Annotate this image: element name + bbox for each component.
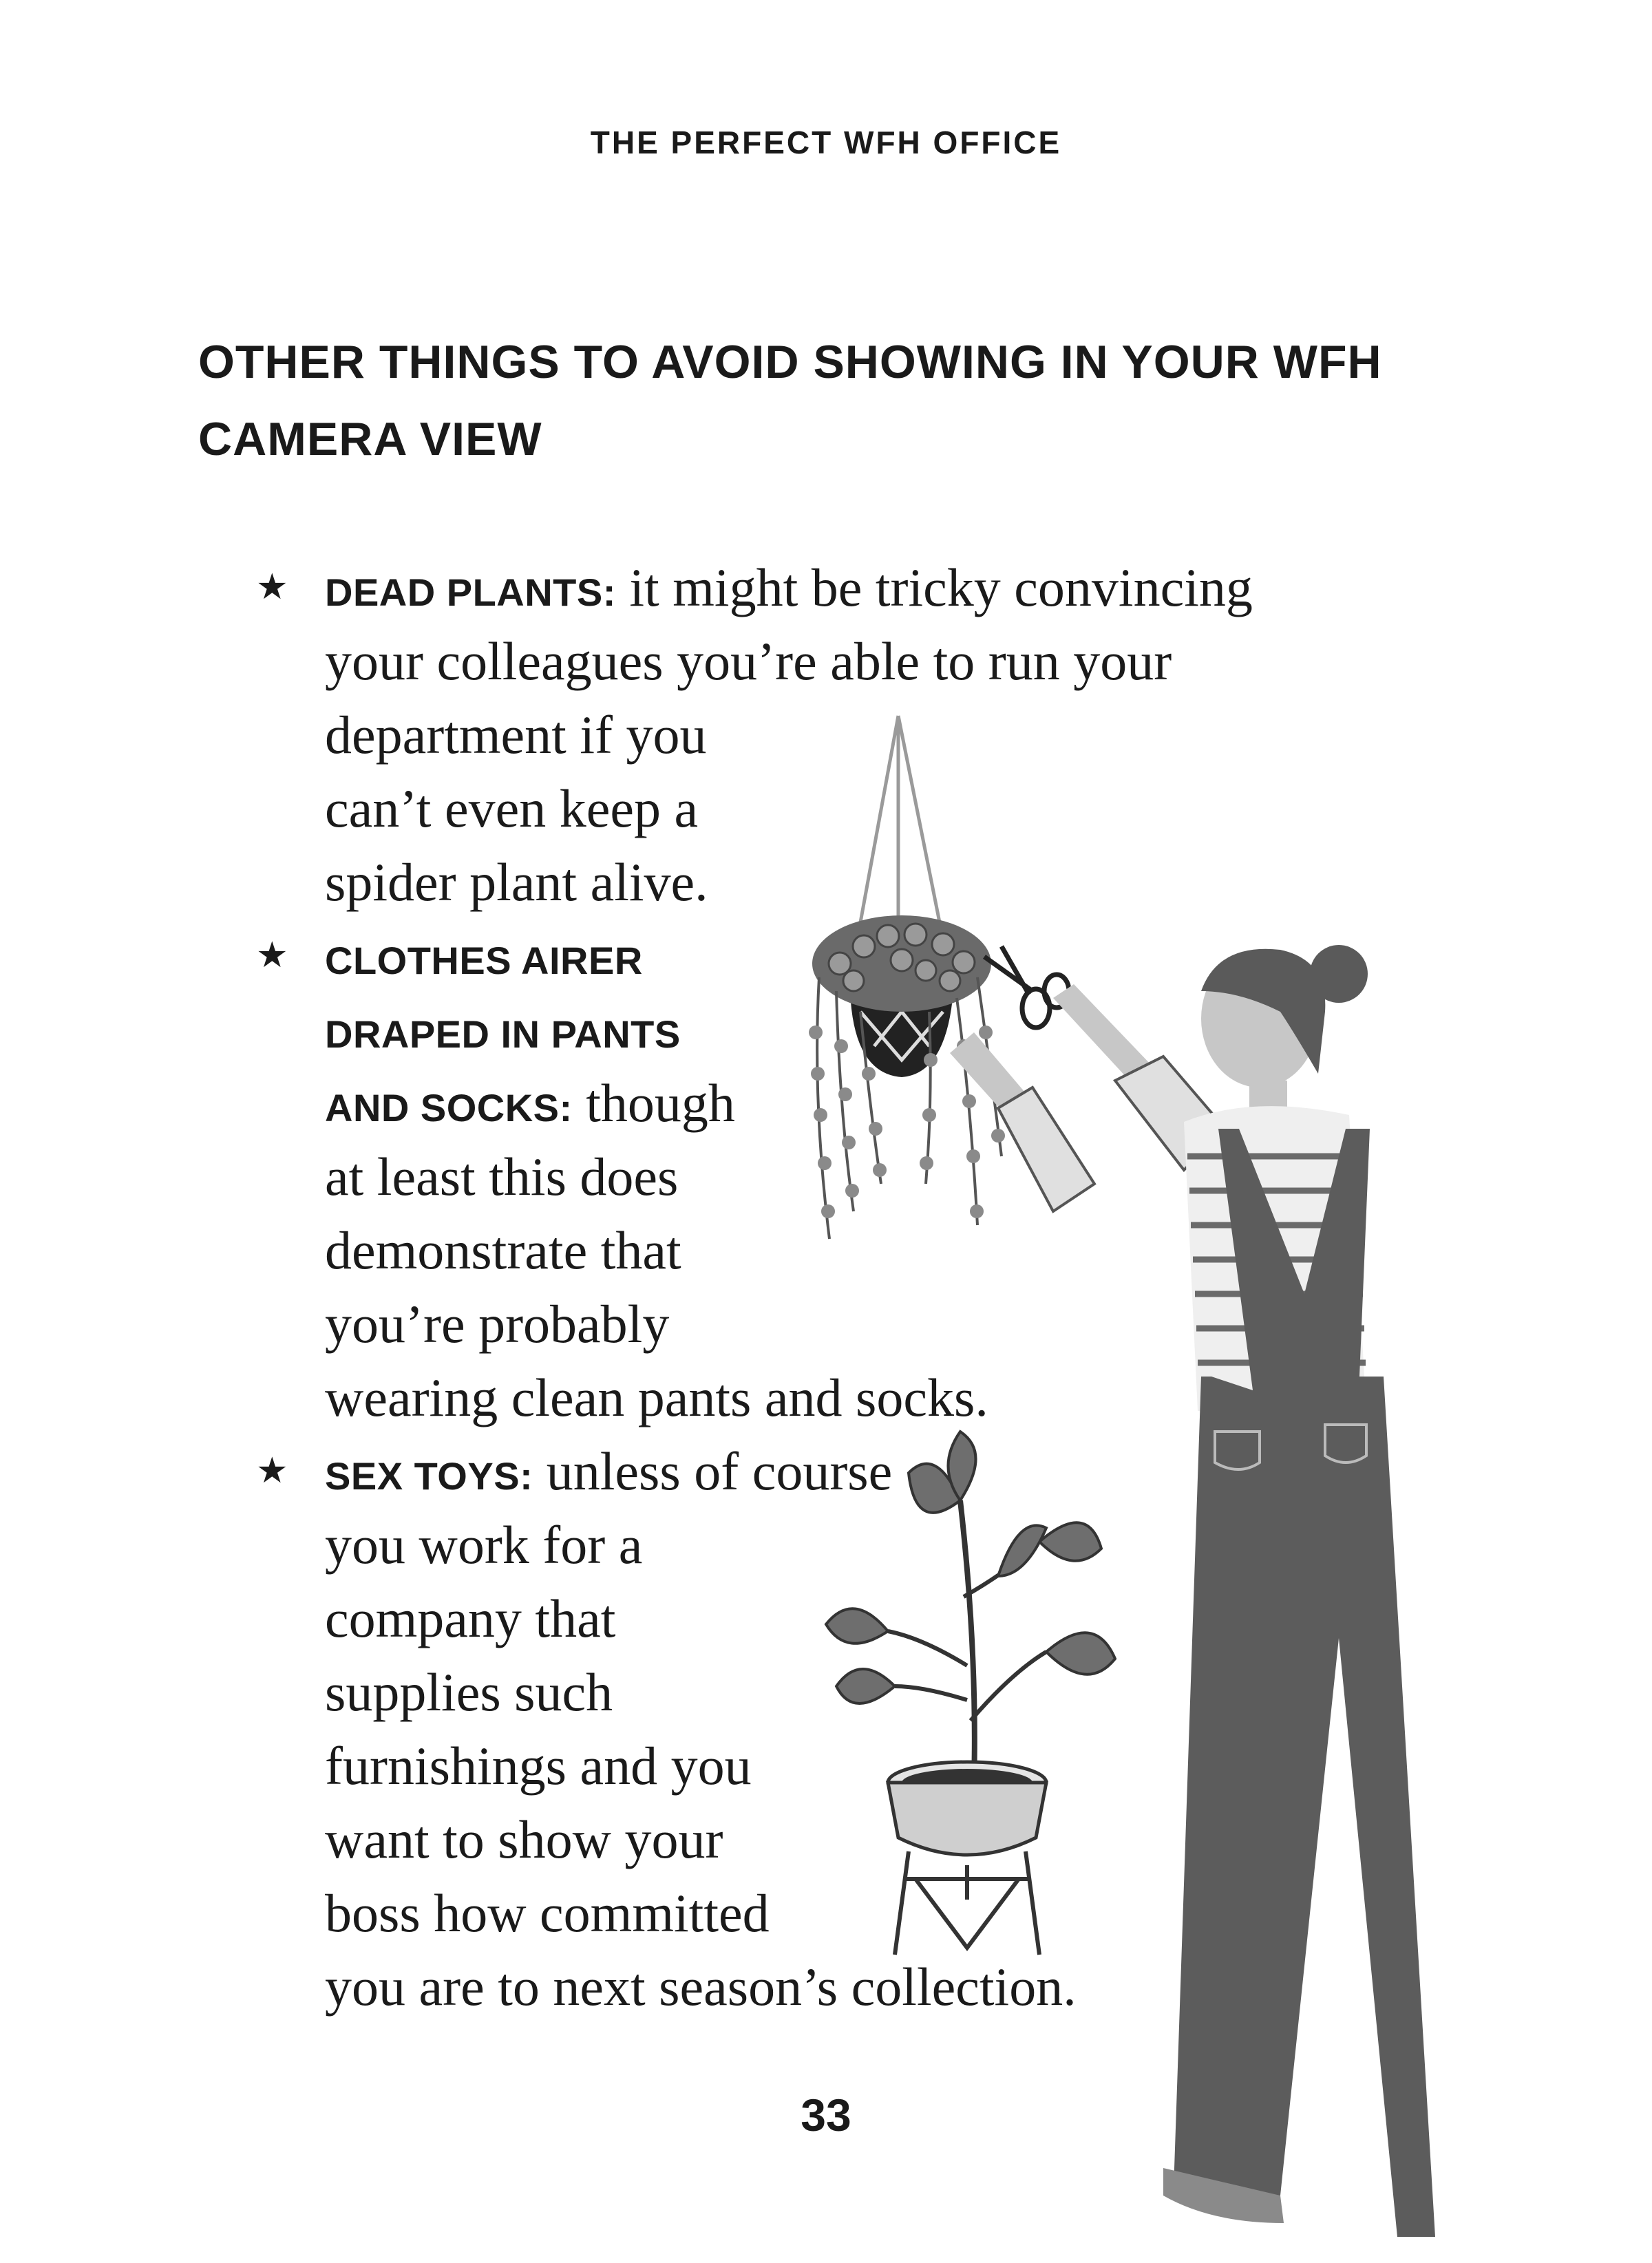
section-title-line-1: OTHER THINGS TO AVOID SHOWING IN YOUR WFH: [198, 336, 1382, 388]
bullet-3-line-2: you work for a: [325, 1515, 643, 1575]
bullet-1-line-4: can’t even keep a: [325, 778, 699, 838]
bullet-1-label: DEAD PLANTS:: [325, 571, 616, 614]
bullet-3-line-7: boss how committed: [325, 1883, 770, 1943]
scissors-icon: [984, 946, 1069, 1028]
person-icon: [950, 945, 1435, 2237]
bullet-2-line-7: wearing clean pants and socks.: [325, 1368, 988, 1427]
bullet-star-3: ★: [256, 1450, 288, 1491]
bullet-2-line-1: CLOTHES AIRER: [325, 939, 643, 982]
running-head: THE PERFECT WFH OFFICE: [590, 125, 1062, 160]
bullet-2-line-2: DRAPED IN PANTS: [325, 1012, 681, 1056]
potted-plant-icon: [826, 1432, 1115, 1955]
hanging-plant-icon: [809, 716, 1005, 1239]
bullet-2-line-6: you’re probably: [325, 1294, 670, 1354]
bullet-2-line-4: at least this does: [325, 1147, 679, 1207]
bullet-3-line-8: you are to next season’s collection.: [325, 1957, 1077, 2017]
bullet-3-line-5: furnishings and you: [325, 1736, 752, 1796]
page-number: 33: [801, 2090, 851, 2140]
bullet-2-line-5: demonstrate that: [325, 1220, 681, 1280]
bullet-3-line-6: want to show your: [325, 1809, 723, 1869]
bullet-star-2: ★: [256, 935, 288, 976]
bullet-1-line-1: DEAD PLANTS: it might be tricky convincing: [325, 557, 1253, 617]
bullet-1-line-2: your colleagues you’re able to run your: [325, 631, 1172, 691]
bullet-1-line-3: department if you: [325, 705, 707, 765]
section-title-line-2: CAMERA VIEW: [198, 413, 542, 465]
bullet-star-1: ★: [256, 566, 288, 608]
bullet-2-line-3: AND SOCKS: though: [325, 1073, 735, 1133]
bullet-3-line-3: company that: [325, 1589, 616, 1648]
bullet-3-line-4: supplies such: [325, 1662, 613, 1722]
bullet-3-line-1: SEX TOYS: unless of course: [325, 1441, 893, 1501]
bullet-1-line-5: spider plant alive.: [325, 852, 708, 912]
